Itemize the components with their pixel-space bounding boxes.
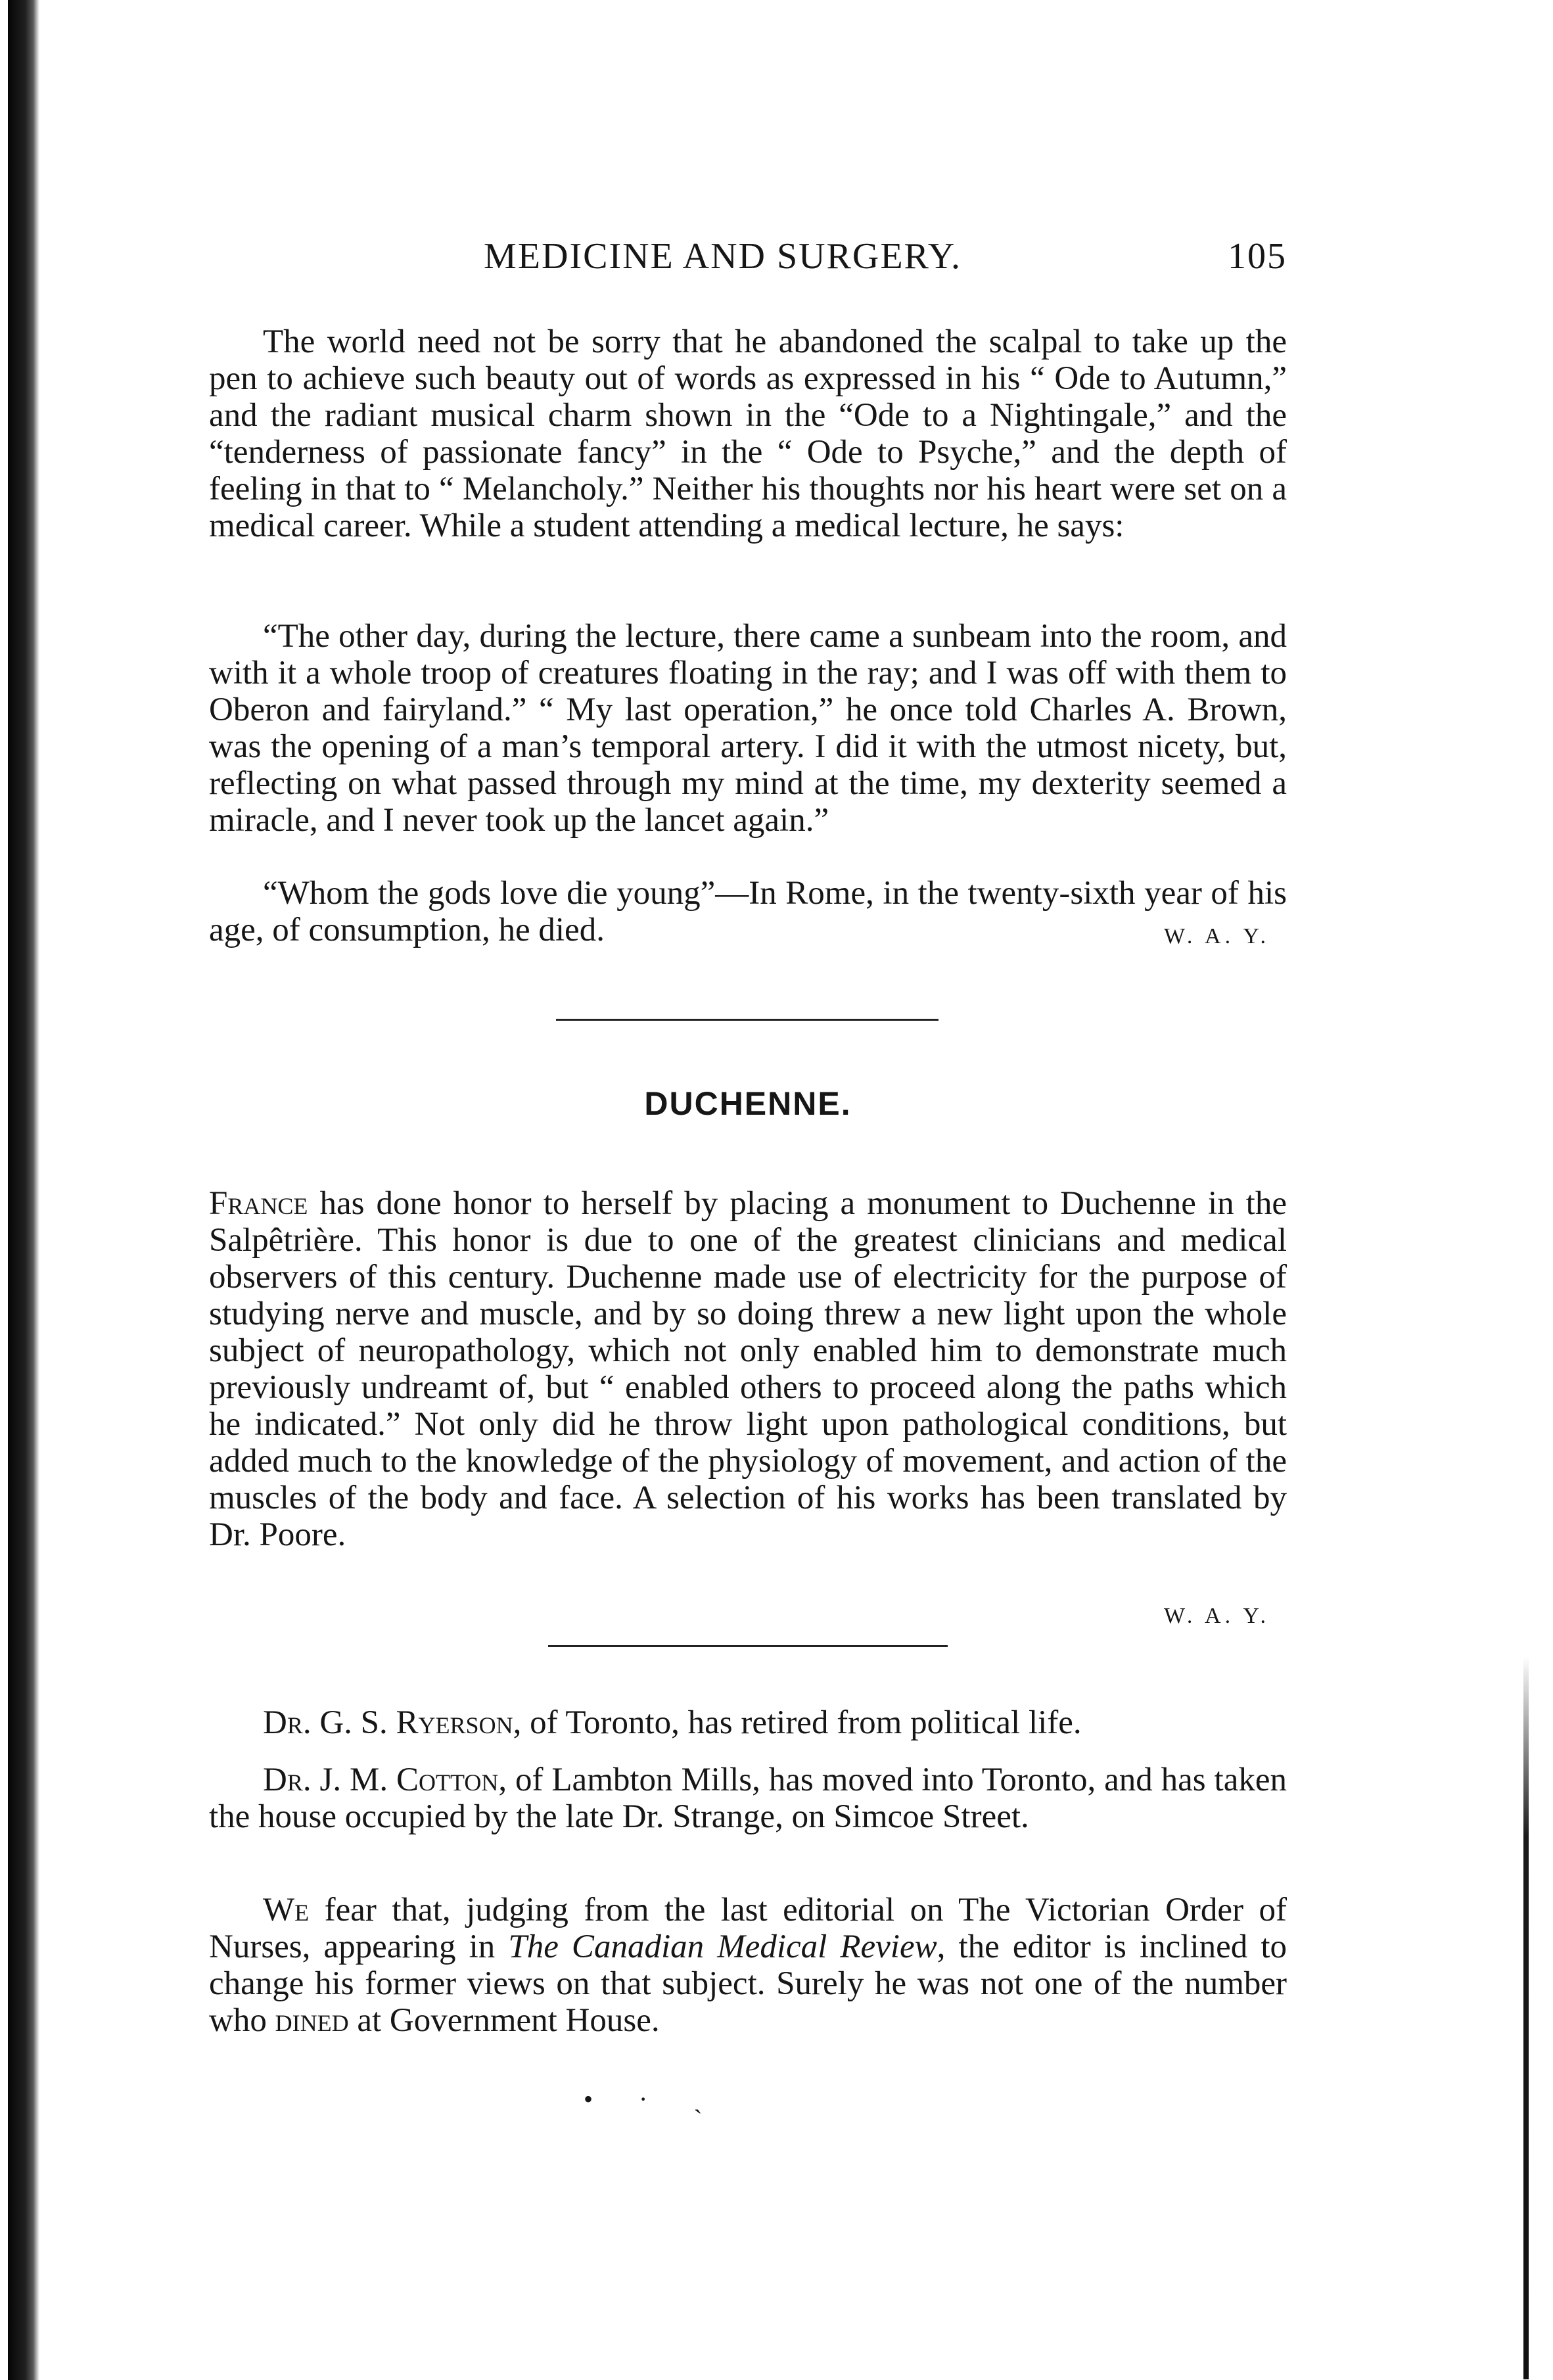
note-editorial-lead: We: [263, 1892, 310, 1928]
keats-paragraph-1: The world need not be sorry that he abandoned the scalpal to take up the pen to achieve such beauty out of words as expressed in his “ Ode to Autumn,” and the radiant musical charm shown in the “Ode to a Nightingale,” and the “tenderness of passionate fancy” in the “ Ode to Psyche,” and the depth of feeling in that to “ Melancholy.” Neither his thoughts nor his heart were set on a medical career. While a student attending a medical lecture, he says:: [209, 323, 1287, 544]
note-cotton: [209, 1762, 1287, 1835]
duchenne-body: has done honor to herself by placing a monument to Duchenne in the Salpêtrière. This honor is due to one of the greatest clinicians and medical observers of this century. Duchenne made use of electricity for the purpose of studying nerve and muscle, and by so doing threw a new light upon the whole subject of neuropathology, which not only enabled him to demonstrate much previously undreamt of, but “ enabled others to proceed along the paths which he indicated.” Not only did he throw light upon pathological conditions, but added much to the knowledge of the physiology of movement, and action of the muscles of the body and face. A selection of his works has been translated by Dr. Poore.: [209, 1185, 1287, 1553]
ink-specks: • · ˎ: [584, 2084, 722, 2114]
running-title: MEDICINE AND SURGERY.: [484, 236, 962, 277]
note-cotton-text: , of Lambton Mills, has moved into Toronto, and has taken the house occupied by the late Dr. Strange, on Simcoe Street.: [209, 1762, 1287, 1835]
page-number: 105: [1228, 236, 1287, 277]
keats-signature: W. A. Y.: [1163, 924, 1270, 948]
note-ryerson-text: , of Toronto, has retired from political life.: [513, 1704, 1082, 1741]
note-editorial-journal: The Canadian Medical Review: [508, 1928, 937, 1965]
section-divider-1: [556, 1019, 939, 1021]
section-heading-duchenne: DUCHENNE.: [644, 1085, 852, 1122]
note-ryerson: [209, 1704, 1287, 1741]
keats-paragraph-2: “The other day, during the lecture, there came a sunbeam into the room, and with it a whole troop of creatures floating in the ray; and I was off with them to Oberon and fairyland.” “ My last operation,” he once told Charles A. Brown, was the opening of a man’s temporal artery. I did it with the utmost nicety, but, reflecting on what passed through my mind at the time, my dexterity seemed a miracle, and I never took up the lancet again.”: [209, 618, 1287, 839]
page-binding-edge: [8, 0, 39, 2380]
duchenne-signature: W. A. Y.: [1163, 1604, 1270, 1628]
duchenne-lead-word: France: [209, 1185, 308, 1222]
note-editorial: [209, 1892, 1287, 2039]
note-editorial-text-3: at Government House.: [348, 2002, 660, 2039]
keats-paragraph-3: “Whom the gods love die young”—In Rome, in the twenty-sixth year of his age, of consumption, he died.: [209, 875, 1287, 948]
duchenne-paragraph: [209, 1185, 1287, 1553]
note-cotton-name: Dr. J. M. Cotton: [263, 1762, 499, 1798]
note-ryerson-name: Dr. G. S. Ryerson: [263, 1704, 513, 1741]
note-editorial-text-1: fear that, judging from the last editorial on The Victorian Order of Nurses, appearing in: [209, 1892, 1287, 1965]
page-right-edge-shadow: [1523, 1656, 1529, 2379]
note-editorial-emphasis: dined: [275, 2002, 349, 2039]
section-divider-2: [548, 1645, 948, 1647]
page-header: [209, 229, 1287, 288]
note-editorial-text-2: , the editor is inclined to change his former views on that subject. Surely he was not one of the number who: [209, 1928, 1287, 2039]
